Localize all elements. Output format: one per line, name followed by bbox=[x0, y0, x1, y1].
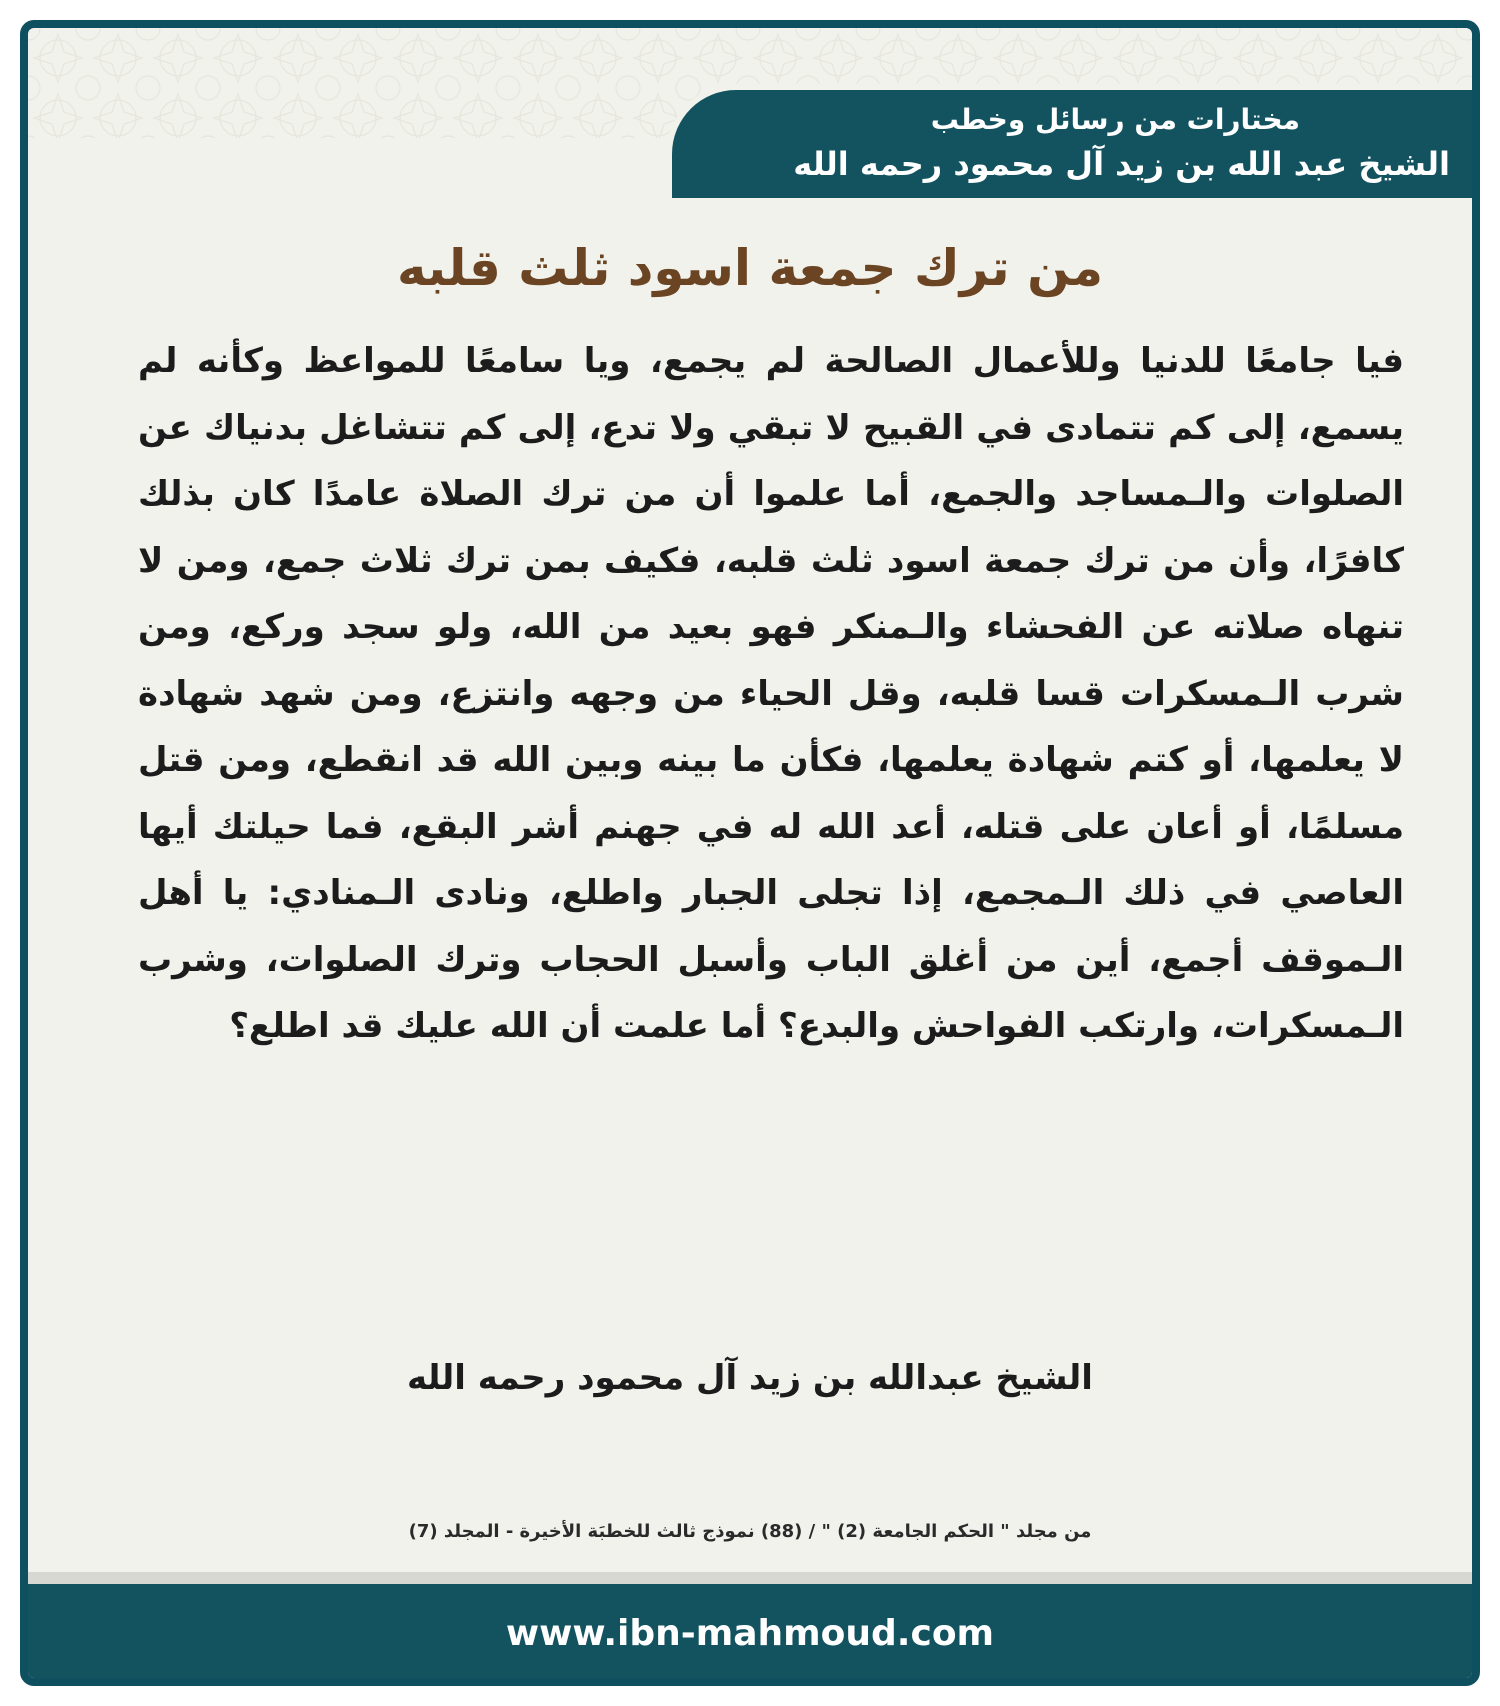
header-series-title: مختارات من رسائل وخطب bbox=[930, 103, 1300, 136]
header-banner bbox=[672, 90, 1472, 198]
content-card bbox=[20, 20, 1480, 1686]
body-paragraph: فيا جامعًا للدنيا وللأعمال الصالحة لم يجمع، ويا سامعًا للمواعظ وكأنه لم يسمع، إلى كم تتمادى في القبيح لا تبقي ولا تدع، إلى كم تتشاغل بدنياك عن الصلوات والـمساجد والجمع، أما علموا أن من ترك الصلاة عامدًا كان بذلك كافرًا، وأن من ترك جمعة اسود ثلث قلبه، فكيف بمن ترك ثلاث جمع، ومن لا تنهاه صلاته عن الفحشاء والـمنكر فهو بعيد من الله، ولو سجد وركع، ومن شرب الـمسكرات قسا قلبه، وقل الحياء من وجهه وانتزع، ومن شهد شهادة لا يعلمها، أو كتم شهادة يعلمها، فكأن ما بينه وبين الله قد انقطع، ومن قتل مسلمًا، أو أعان على قتله، أعد الله له في جهنم أشر البقع، فما حيلتك أيها العاصي في ذلك الـمجمع، إذا تجلى الجبار واطلع، ونادى الـمنادي: يا أهل الـموقف أجمع، أين من أغلق الباب وأسبل الحجاب وترك الصلوات، وشرب الـمسكرات، وارتكب الفواحش والبدع؟ أما علمت أن الله عليك قد اطلع؟ bbox=[138, 341, 1404, 1046]
footer-bar bbox=[28, 1584, 1472, 1686]
page-title: من ترك جمعة اسود ثلث قلبه bbox=[396, 239, 1104, 297]
author-signature: الشيخ عبدالله بن زيد آل محمود رحمه الله bbox=[407, 1358, 1093, 1398]
header-author-name: الشيخ عبد الله بن زيد آل محمود رحمه الله bbox=[793, 145, 1450, 183]
source-citation: من مجلد " الحكم الجامعة (2) " / (88) نموذج ثالث للخطبَة الأخيرة - المجلد (7) bbox=[408, 1521, 1092, 1542]
website-link[interactable]: www.ibn-mahmoud.com bbox=[505, 1613, 995, 1654]
